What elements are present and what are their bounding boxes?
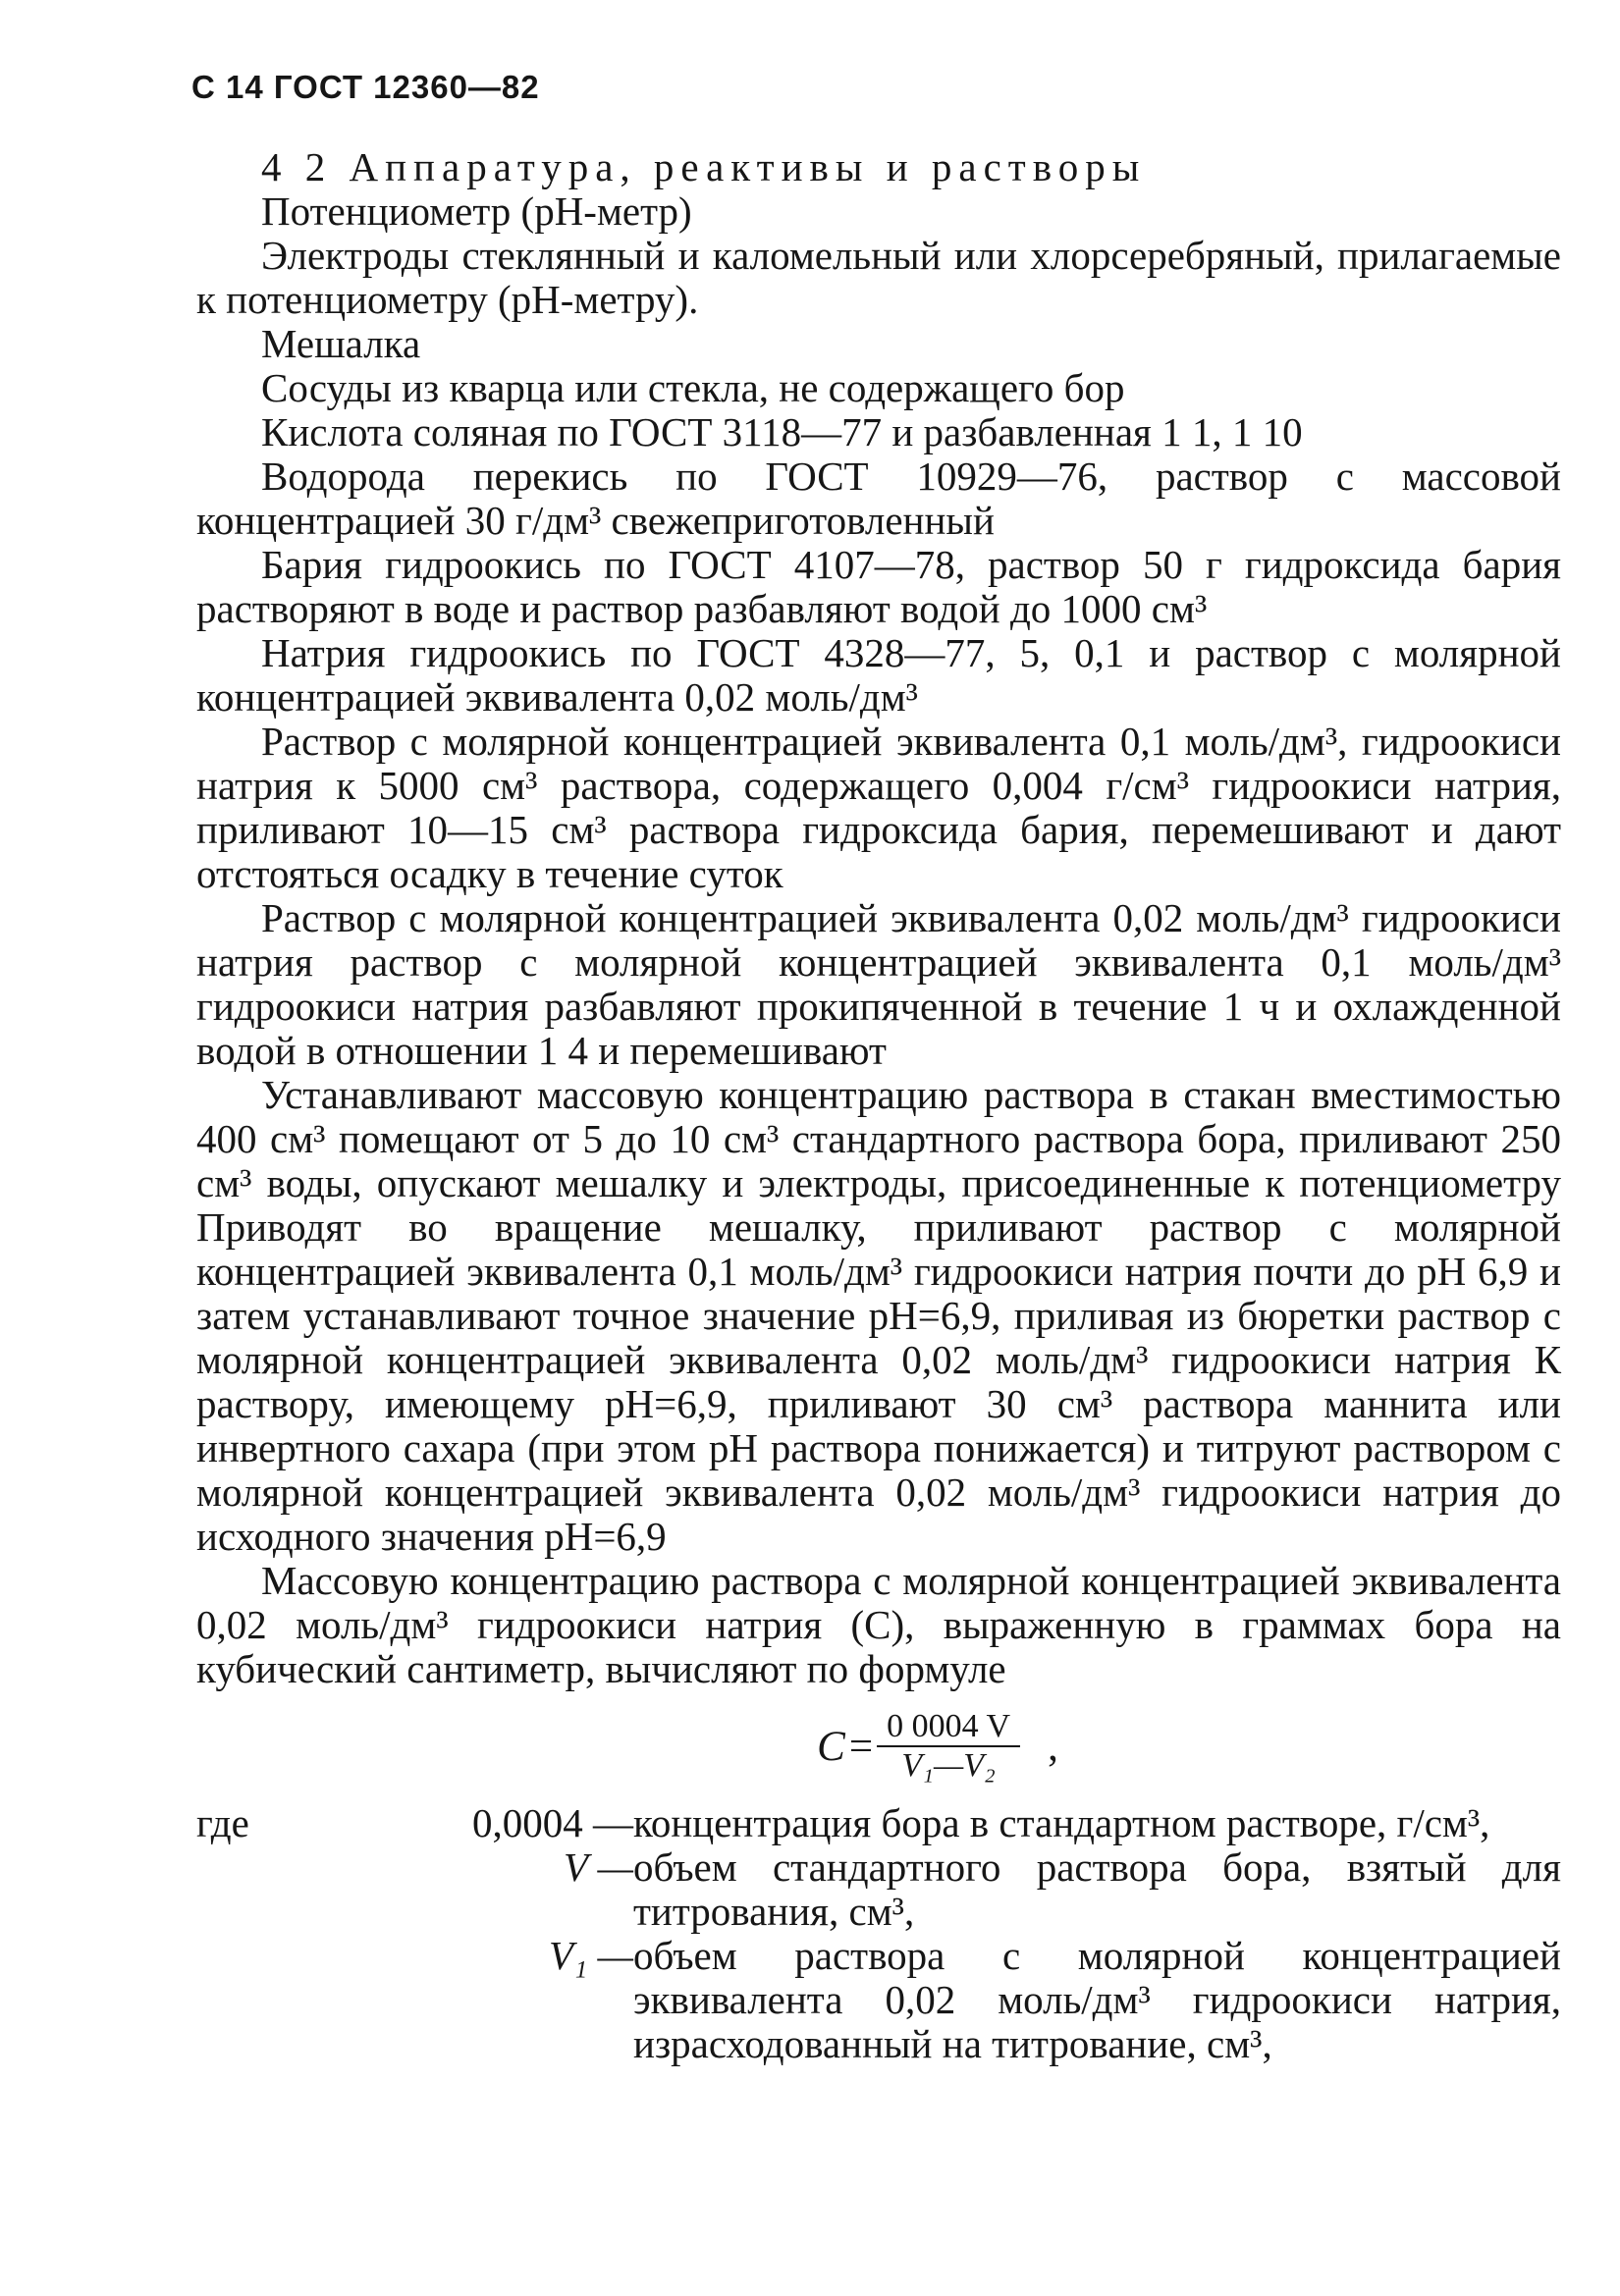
definition-lead-word: где <box>196 1800 249 1845</box>
formula-trailing-comma: , <box>1048 1723 1058 1770</box>
paragraph: Бария гидроокись по ГОСТ 4107—78, раствор 50 г гидроксида бария растворяют в воде и раствор разбавляют водой до 1000 см³ <box>196 542 1561 631</box>
page-header: С 14 ГОСТ 12360—82 <box>191 69 540 105</box>
paragraph: Сосуды из кварца или стекла, не содержащего бор <box>261 365 1125 410</box>
formula-fraction <box>877 1708 1020 1785</box>
formula-denominator: V₁—V₂ <box>901 1747 996 1784</box>
definition-text: объем раствора с молярной концентрацией эквивалента 0,02 моль/дм³ гидроокиси натрия, израсходованный на титрование, см³, <box>633 1933 1561 2066</box>
paragraph: Устанавливают массовую концентрацию раствора в стакан вместимостью 400 см³ помещают от 5 до 10 см³ стандартного раствора бора, приливают 250 см³ воды, опускают мешалку и электроды, присоединенные к потенциометру Приводят во вращение мешалку, приливают раствор с молярной концентрацией эквивалента 0,1 моль/дм³ гидроокиси натрия почти до рН 6,9 и затем устанавливают точное значение рН=6,9, приливая из бюретки раствор с молярной концентрацией эквивалента 0,02 моль/дм³ гидроокиси натрия К раствору, имеющему рН=6,9, приливают 30 см³ раствора маннита или инвертного сахара (при этом рН раствора понижается) и титруют раствором с молярной концентрацией эквивалента 0,02 моль/дм³ гидроокиси натрия до исходного значения рН=6,9 <box>196 1072 1561 1559</box>
formula-numerator: 0 0004 V <box>877 1708 1020 1747</box>
definition-row <box>196 1801 1561 1845</box>
paragraph: Массовую концентрацию раствора с молярной концентрацией эквивалента 0,02 моль/дм³ гидроокиси натрия (С), выраженную в граммах бора на кубический сантиметр, вычисляют по формуле <box>196 1558 1561 1691</box>
paragraph: Мешалка <box>261 321 421 366</box>
formula-lhs: C <box>817 1723 845 1770</box>
document-body <box>196 145 1561 2066</box>
paragraph: Кислота соляная по ГОСТ 3118—77 и разбавленная 1 1, 1 10 <box>261 409 1303 454</box>
paragraph: Потенциометр (рН-метр) <box>261 188 692 234</box>
formula <box>314 1691 1561 1801</box>
definition-row <box>196 1845 1561 1934</box>
paragraph: Электроды стеклянный и каломельный или хлорсеребряный, прилагаемые к потенциометру (рН-метру). <box>196 233 1561 322</box>
definition-label <box>196 1934 633 2066</box>
paragraph: Раствор с молярной концентрацией эквивалента 0,1 моль/дм³, гидроокиси натрия к 5000 см³ раствора, содержащего 0,004 г/см³ гидроокиси натрия, приливают 10—15 см³ раствора гидроксида бария, перемешивают и дают отстояться осадку в течение суток <box>196 719 1561 896</box>
paragraph: Натрия гидроокись по ГОСТ 4328—77, 5, 0,1 и раствор с молярной концентрацией эквивалента 0,02 моль/дм³ <box>196 630 1561 720</box>
definition-label <box>196 1801 633 1845</box>
section-heading: 4 2 Аппаратура, реактивы и растворы <box>261 144 1147 189</box>
formula-equals: = <box>848 1723 874 1770</box>
definition-symbol: V₁ — <box>548 1933 633 1978</box>
definition-label <box>196 1845 633 1934</box>
definition-text: объем стандартного раствора бора, взятый для титрования, см³, <box>633 1844 1561 1934</box>
definition-text: концентрация бора в стандартном растворе, г/см³, <box>633 1800 1490 1845</box>
definition-symbol: V — <box>563 1844 633 1890</box>
definition-row <box>196 1934 1561 2066</box>
paragraph: Раствор с молярной концентрацией эквивалента 0,02 моль/дм³ гидроокиси натрия раствор с молярной концентрацией эквивалента 0,1 моль/дм³ гидроокиси натрия разбавляют прокипяченной в течение 1 ч и охлажденной водой в отношении 1 4 и перемешивают <box>196 895 1561 1073</box>
definition-symbol: 0,0004 — <box>472 1800 633 1845</box>
paragraph: Водорода перекись по ГОСТ 10929—76, раствор с массовой концентрацией 30 г/дм³ свежеприготовленный <box>196 454 1561 543</box>
